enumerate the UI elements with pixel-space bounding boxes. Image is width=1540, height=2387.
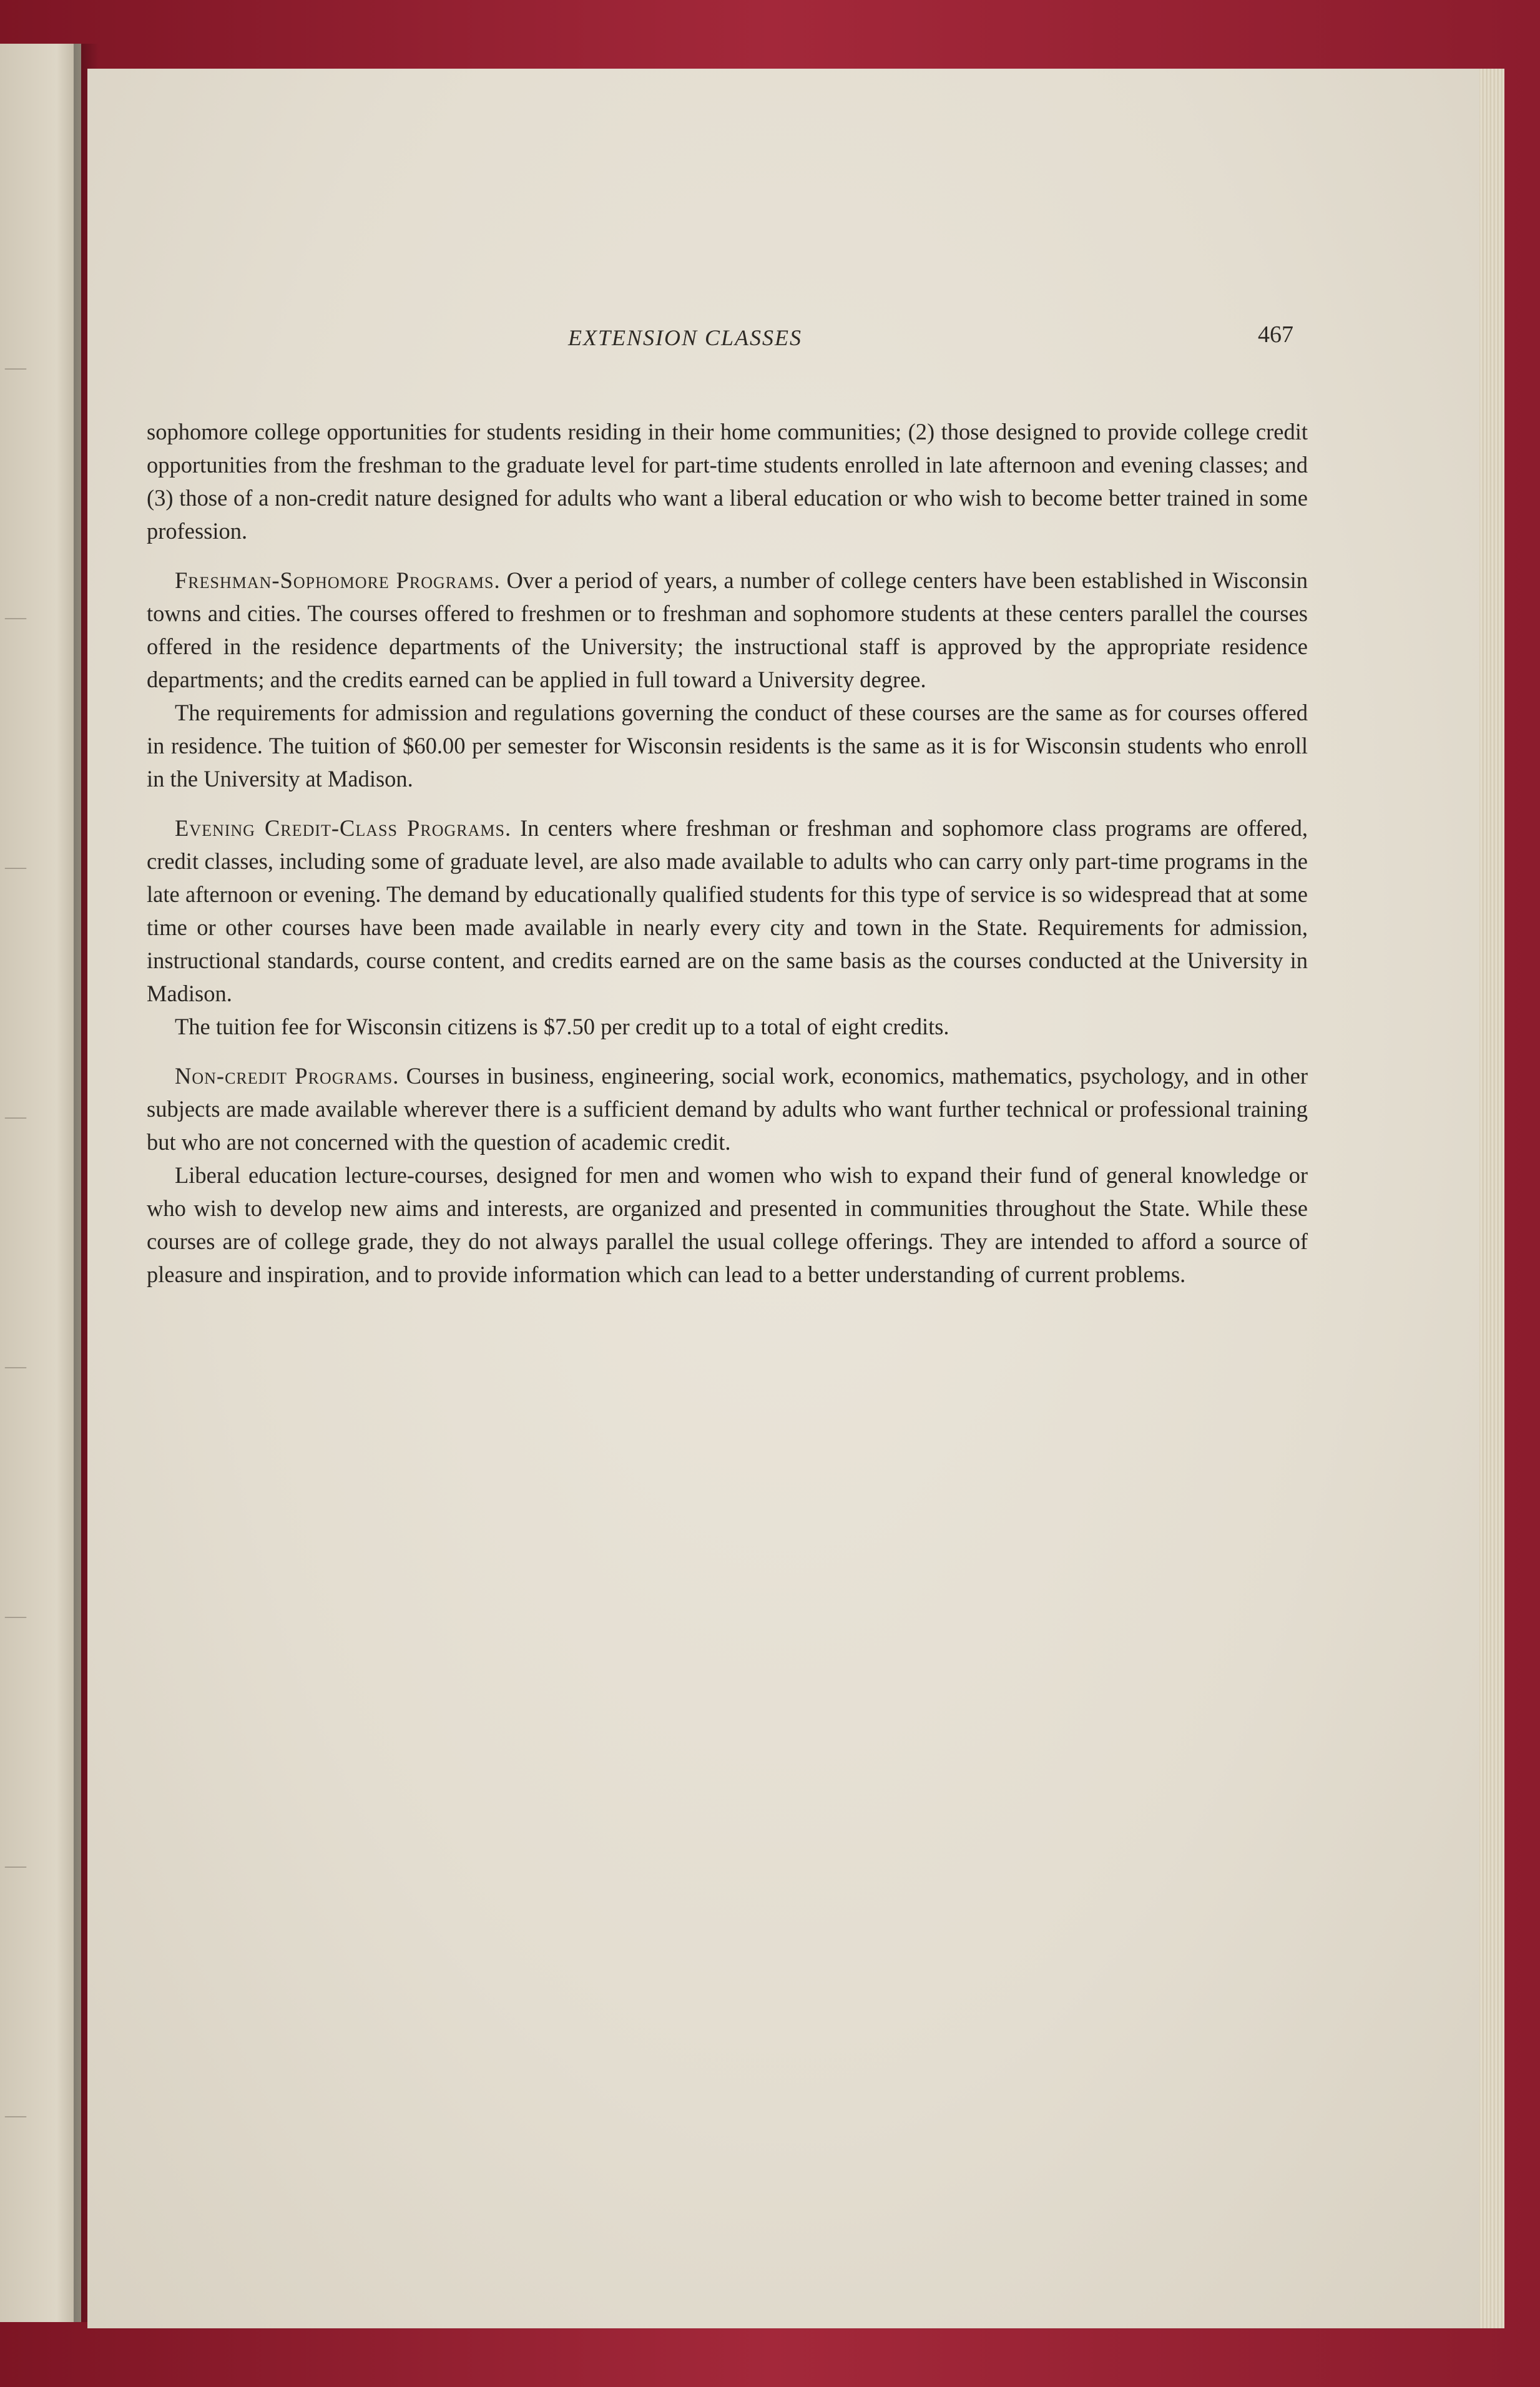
page-number: 467: [1258, 321, 1293, 348]
paragraph-body: Over a period of years, a number of college centers have been established in Wisconsin towns and cities. The courses offered to freshmen or to freshman and sophomore students at these centers parallel the courses offered in the residence departments of the University; the instructional staff is approved by the appropriate residence departments; and the credits earned can be applied in full toward a University degree.: [147, 567, 1308, 692]
paragraph: [147, 696, 1308, 795]
section-heading: Freshman-Sophomore Programs.: [175, 567, 501, 593]
page-header: [87, 321, 1479, 362]
facing-page-edge: — — — — — — — —: [0, 44, 81, 2322]
paragraph: [147, 415, 1308, 547]
running-head: EXTENSION CLASSES: [568, 325, 803, 350]
paragraph-body: Courses in business, engineering, social work, economics, mathematics, psychology, and in other subjects are made available wherever there is a sufficient demand by adults who want further technical or professional training but who are not concerned with the question of academic credit.: [147, 1063, 1308, 1155]
paragraph: [147, 564, 1308, 696]
body-text: [147, 415, 1308, 1291]
paragraph-body: The requirements for admission and regulations governing the conduct of these courses are the same as for courses offered in residence. The tuition of $60.00 per semester for Wisconsin residents is the same as it is for Wisconsin students who enroll in the University at Madison.: [147, 700, 1308, 792]
paragraph-body: The tuition fee for Wisconsin citizens is $7.50 per credit up to a total of eight credits.: [175, 1014, 949, 1039]
paragraph: [147, 1059, 1308, 1159]
section-heading: Non-credit Programs.: [175, 1063, 400, 1089]
book-page: [87, 69, 1479, 2328]
paragraph: [147, 1010, 1308, 1043]
section-heading: Evening Credit-Class Programs.: [175, 815, 512, 841]
paragraph-body: In centers where freshman or freshman and sophomore class programs are offered, credit classes, including some of graduate level, are also made available to adults who can carry only part-time programs in the late afternoon or evening. The demand by educationally qualified students for this type of service is so widespread that at some time or other courses have been made available in nearly every city and town in the State. Requirements for admission, instructional standards, course content, and credits earned are on the same basis as the courses conducted at the University in Madison.: [147, 815, 1308, 1006]
paragraph-body: Liberal education lecture-courses, designed for men and women who wish to expand their fund of general knowledge or who wish to develop new aims and interests, are organized and presented in communities throughout the State. While these courses are of college grade, they do not always parallel the usual college offerings. They are intended to afford a source of pleasure and inspiration, and to provide information which can lead to a better understanding of current problems.: [147, 1162, 1308, 1287]
paragraph: [147, 1159, 1308, 1291]
paragraph: [147, 811, 1308, 1010]
paragraph-body: sophomore college opportunities for students residing in their home communities; (2) those designed to provide college credit opportunities from the freshman to the graduate level for part-time students enrolled in late afternoon and evening classes; and (3) those of a non-credit nature designed for adults who want a liberal education or who wish to become better trained in some profession.: [147, 419, 1308, 544]
page-edges: [1479, 69, 1504, 2328]
